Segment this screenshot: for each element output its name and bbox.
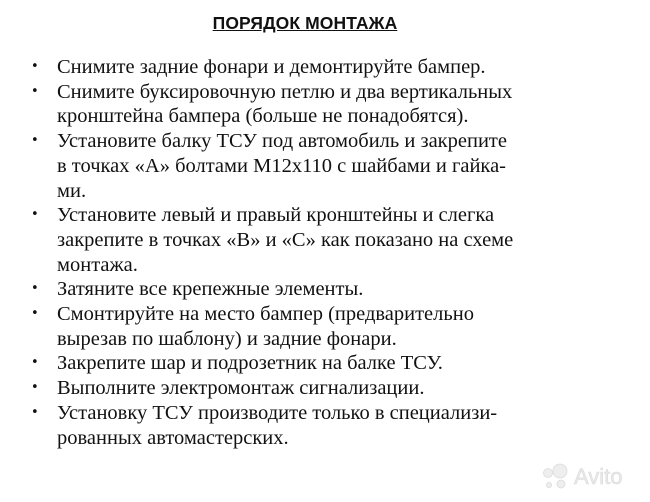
bullet-icon: • (31, 281, 39, 297)
watermark-text: Avito (574, 464, 623, 489)
step-text-line: монтажа. (57, 253, 138, 276)
step-text-line: в точках «А» болтами М12х110 с шайбами и гайка- (57, 154, 507, 177)
list-item (0, 129, 650, 203)
step-text-line: Снимите буксировочную петлю и два вертикальных (57, 80, 513, 103)
step-text-line: вырезав по шаблону) и задние фонари. (57, 327, 397, 350)
bullet-icon: • (31, 133, 39, 149)
step-text-line: Установку ТСУ производите только в специализи- (57, 401, 498, 424)
step-text-line: закрепите в точках «В» и «С» как показано на схеме (57, 228, 514, 251)
avito-watermark (540, 462, 645, 492)
bullet-icon: • (31, 59, 39, 74)
step-text-line: Затяните все крепежные элементы. (57, 278, 364, 301)
bullet-icon: • (31, 207, 39, 223)
step-text-line: Установите балку ТСУ под автомобиль и закрепите (57, 130, 507, 153)
list-item (0, 302, 650, 351)
list-item (0, 277, 650, 302)
document-title: ПОРЯДОК МОНТАЖА (212, 13, 398, 33)
list-item (0, 203, 650, 277)
bullet-icon: • (31, 355, 39, 371)
avito-logo-icon (540, 463, 570, 491)
list-item (0, 351, 650, 376)
bullet-icon: • (31, 83, 39, 99)
list-item (0, 376, 650, 401)
bullet-icon: • (31, 306, 39, 322)
list-item (0, 55, 650, 80)
step-text-line: кронштейна бампера (больше не понадобятся). (57, 105, 469, 128)
step-text-line: ми. (57, 179, 87, 202)
step-text-line: Установите левый и правый кронштейны и слегка (57, 204, 495, 227)
step-text-line: рованных автомастерских. (57, 426, 289, 449)
step-text-line: Выполните электромонтаж сигнализации. (57, 377, 425, 400)
bullet-icon: • (31, 404, 39, 420)
step-text-line: Смонтируйте на место бампер (предварительно (57, 303, 474, 326)
step-text-line: Закрепите шар и подрозетник на балке ТСУ. (57, 352, 443, 375)
step-text-line: Снимите задние фонари и демонтируйте бампер. (57, 56, 486, 78)
list-item (0, 80, 650, 129)
list-item (0, 401, 650, 450)
installation-steps-list (0, 55, 650, 450)
bullet-icon: • (31, 380, 39, 396)
